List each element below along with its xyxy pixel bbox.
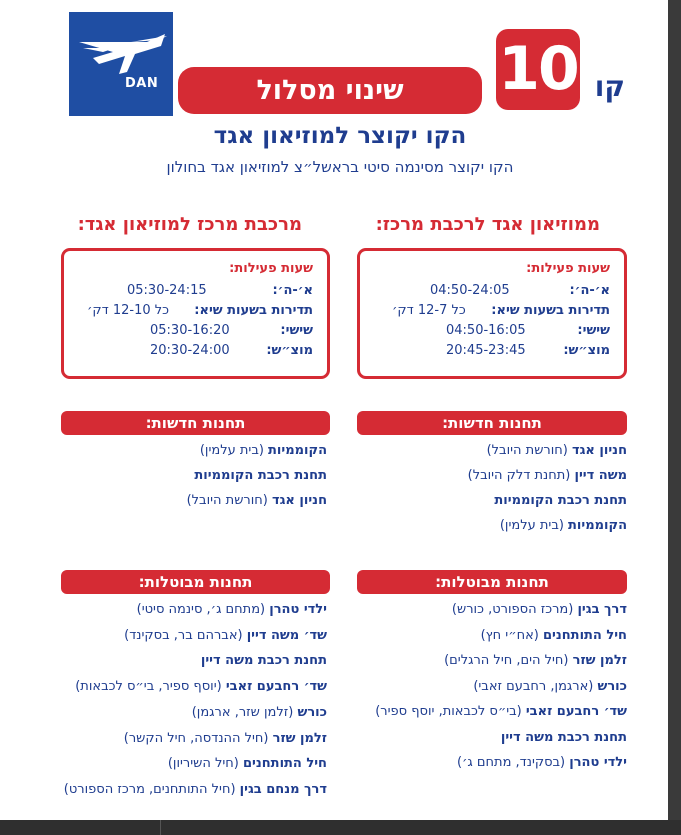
- dan-logo: [69, 12, 173, 116]
- hours-row: תדירות בשעות שיא: כל 12-7 דק׳: [392, 303, 610, 318]
- list-item: חיל התותחנים (אח״י חץ): [480, 627, 627, 643]
- right-hours-box: [357, 248, 627, 379]
- hours-row: א׳-ה׳: 05:30-24:15: [127, 283, 313, 298]
- list-item: תחנת רכבת משה דיין: [200, 653, 327, 669]
- left-new-stops: [61, 443, 327, 523]
- list-item: תחנת רכבת משה דיין: [500, 729, 627, 745]
- hours-label: שעות פעילות:: [229, 261, 313, 276]
- list-item: כורש (זלמן שזר, ארגמן): [191, 704, 327, 720]
- route-number: 10: [496, 29, 580, 110]
- hours-row: שישי: 04:50-16:05: [446, 323, 610, 338]
- viewer-bottom-bar: [0, 820, 681, 835]
- wing-icon: [69, 12, 173, 116]
- route-change-title: שינוי מסלול: [178, 67, 482, 114]
- list-item: שד׳ רחבעם זאבי (יוסף ספיר, בי״ס לכבאות): [75, 679, 327, 695]
- list-item: שד׳ רחבעם זאבי (בי״ס לכבאות, יוסף ספיר): [375, 704, 627, 719]
- hours-row: מוצ״ש: 20:45-23:45: [446, 343, 610, 358]
- right-new-stops: [357, 443, 627, 543]
- right-cancelled-stops-bar: תחנות מבוטלות:: [357, 570, 627, 594]
- list-item: כורש (ארגמן, רחבעם זאבי): [473, 678, 627, 694]
- hours-row: מוצ״ש: 20:30-24:00: [150, 343, 313, 358]
- left-cancelled-stops: [61, 602, 327, 802]
- list-item: הקוממיות (בית עלמין): [199, 443, 327, 458]
- list-item: דרך מנחם בגין (חיל התותחנים, מרכז הספורט): [63, 781, 327, 797]
- list-item: חניון אגד (חורשת היובל): [186, 493, 327, 508]
- left-hours-box: [61, 248, 330, 379]
- list-item: חניון אגד (חורשת היובל): [486, 443, 627, 458]
- right-new-stops-bar: תחנות חדשות:: [357, 411, 627, 435]
- list-item: חיל התותחנים (חיל השיריון): [167, 756, 327, 772]
- list-item: ילדי טהרן (בסקינד, מתחם ג׳): [456, 755, 627, 770]
- list-item: ילדי טהרן (מתחם ג׳, סינמה סיטי): [136, 602, 327, 617]
- headline: הקו יקוצר למוזיאון אגד: [213, 123, 467, 149]
- hours-row: תדירות בשעות שיא: כל 12-10 דק׳: [87, 303, 313, 318]
- list-item: משה דיין (תחנת דלק היובל): [467, 468, 627, 483]
- list-item: הקוממיות (בית עלמין): [499, 518, 627, 533]
- logo-word: DAN: [125, 76, 159, 91]
- list-item: תחנת רכבת הקוממיות: [494, 493, 627, 508]
- hours-row: שישי: 05:30-16:20: [150, 323, 313, 338]
- list-item: שד׳ משה דיין (אברהם בר, בסקינד): [124, 627, 327, 643]
- left-column-title: מרכבת מרכז למוזיאון אגד:: [77, 214, 302, 235]
- hours-row: א׳-ה׳: 04:50-24:05: [430, 283, 610, 298]
- list-item: תחנת רכבת הקוממיות: [194, 468, 327, 483]
- list-item: זלמן שזר (חיל הים, חיל הרגלים): [444, 653, 627, 668]
- left-cancelled-stops-bar: תחנות מבוטלות:: [61, 570, 330, 594]
- list-item: זלמן שזר (חיל ההנדסה, חיל הקשר): [123, 730, 327, 746]
- hours-label: שעות פעילות:: [526, 261, 610, 276]
- viewer-right-edge: [668, 0, 681, 820]
- subline: הקו יקוצר מסינמה סיטי בראשל״צ למוזיאון אגד בחולון: [166, 158, 514, 176]
- left-new-stops-bar: תחנות חדשות:: [61, 411, 330, 435]
- list-item: דרך בגין (מרכז הספורט, כורש): [451, 602, 627, 617]
- right-column-title: ממוזיאון אגד לרכבת מרכז:: [375, 214, 600, 235]
- route-label: קו: [594, 70, 625, 103]
- right-cancelled-stops: [357, 602, 627, 782]
